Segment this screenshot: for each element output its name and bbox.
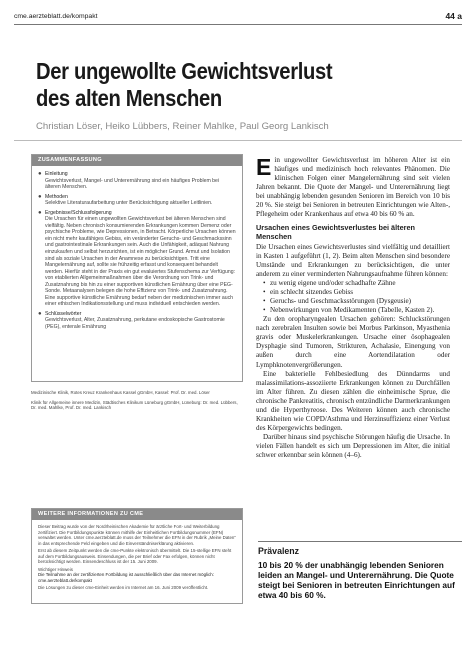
bullet-icon: ● [38, 171, 42, 177]
section-text: Gewichtsverlust, Alter, Zusatznahrung, perkutane endoskopische Gastrostomie (PEG), enterale Ernährung [45, 317, 225, 331]
drop-cap: E [256, 154, 272, 180]
summary-box-heading: ZUSAMMENFASSUNG [32, 155, 242, 166]
summary-section-keywords [38, 311, 236, 331]
summary-box-body [32, 166, 242, 331]
section-title: Methoden [45, 193, 68, 200]
bullet-icon: • [263, 306, 266, 315]
affiliation-lueneburg: Klinik für Allgemeine innere Medizin, Städtisches Klinikum Lüneburg gGmbH, Lüneburg: Dr. med. Lübbers, Dr. med. Mahlke, Prof. Dr. med. Lankisch [31, 399, 238, 411]
section-title: Schlüsselwörter [45, 310, 82, 317]
title-line-1: Der ungewollte Gewichtsverlust [36, 58, 333, 84]
article-authors: Christian Löser, Heiko Lübbers, Reiner Mahlke, Paul Georg Lankisch [36, 121, 329, 132]
title-divider [14, 140, 462, 141]
bullet-icon: ● [38, 193, 42, 200]
list-item: • ein schlecht sitzendes Gebiss [263, 288, 354, 297]
section-text: Die Ursachen für einen ungewollten Gewichtsverlust bei älteren Menschen sind vielfältig. Neben chronisch konsumierenden Erkrankungen kommen Demenz oder psychische Probleme, wie Depressionen, in Betracht. Körperliche Ursachen können ein nicht mehr kaufähiges Gebiss, ein veränderter Geruchs- und Geschmackssinn und gastrointestinale Erkrankungen sein. Auch die Unfähigkeit, adäquat Nahrung einzukaufen und selbst herzurichten, ist ein möglicher Grund. Armut und Isolation sind als soziale Ursachen in der Anamnese zu berücksichtigen. Tritt eine Mangelernährung auf, sollte sie frühzeitig erfasst und konsequent behandelt werden. Hierfür steht in der Praxis ein gut evaluiertes Stufenschema zur Verfügung: von etablierten Allgemeinmaßnahmen über die Verordnung von Trink- und Zusatznahrung bis hin zu einer supportiven künstlichen Ernährung über eine PEG-Sonde. Metaanalysen belegen die hohe Effizienz von Trink- und Zusatznahrung. Eine supportive künstliche Ernährung bedarf neben der medizinischen immer auch einer ethischen Indikationsstellung und muss individuell entschieden werden. [45, 216, 236, 308]
body-paragraph: Zu den oropharyngealen Ursachen gehören: Schluckstörungen nach zerebralen Insulten sowie bei Morbus Parkinson, Myasthenia gravis oder Muskelerkrankungen. Ursache einer ösophagealen Dysphagie sind Tumoren, Strikturen, Achalasie, Einengung von außen durch eine Aortendilatation oder Lymphknotenvergrößerungen. [256, 315, 450, 369]
section-title: Ergebnisse/Schlussfolgerung [45, 209, 112, 216]
section-text: Selektive Literaturaufarbeitung unter Berücksichtigung aktueller Leitlinien. [45, 200, 213, 207]
section-heading: Ursachen eines Gewichtsverlustes bei älteren Menschen [256, 223, 415, 242]
cme-info-box [31, 508, 243, 604]
body-paragraph: Eine bakterielle Fehlbesiedlung des Dünndarms und malassimilations-assoziierte Erkrankungen können zu Durchfällen im Alter führen. Zu diesen zählen die einheimische Sprue, die chronische Pankreatitis, chronisch entzündliche Darmerkrankungen und die Hyperthyreose. Des Weiteren können auch chronische Krankheiten wie COPD/Asthma und Herzinsuffizienz einer Verlust des Körpergewichts bedingen. [256, 369, 450, 432]
section-title: Einleitung [45, 171, 68, 177]
page-header [14, 9, 462, 23]
causes-list [263, 279, 450, 315]
summary-section-methods [38, 194, 236, 207]
summary-section-introduction [38, 171, 236, 191]
cme-info-paragraph: Dieser Beitrag wurde von der Nordrheinischen Akademie für ärztliche Fort- und Weiterbildung zertifiziert. Die Fortbildungspunkte können mithilfe der Einheitlichen Fortbildungsnummer (EFN) verwaltet werden. Unter cme.aerzteblatt.de muss der Teilnehmer die EFN in der Rubrik „Meine Daten“ in das entsprechende Feld eingeben und die Einverständniserklärung aktivieren. [38, 524, 236, 546]
bullet-icon: • [263, 297, 266, 306]
prevalence-divider [258, 541, 462, 542]
cme-info-heading: WEITERE INFORMATIONEN ZU CME [32, 509, 242, 520]
cme-info-body [32, 520, 242, 597]
body-paragraph: Darüber hinaus sind psychische Störungen häufig die Ursache. In vielen Fällen handelt es sich um Depressionen im Alter, die initial schwer erkennbar sein können (4–6). [256, 432, 450, 459]
bullet-icon: • [263, 288, 266, 297]
list-item: • Geruchs- und Geschmacksstörungen (Dysgeusie) [263, 297, 411, 306]
affiliation-kassel: Medizinische Klinik, Rotes Kreuz Krankenhaus Kassel gGmbH, Kassel: Prof. Dr. med. Löser [31, 390, 210, 395]
cme-info-notice-label: Wichtiger Hinweis [38, 566, 73, 572]
cme-info-paragraph: Erst ab diesem Zeitpunkt werden die cme-Punkte elektronisch übermittelt. Die 15-stellige EFN steht auf dem Fortbildungsausweis. Einsendungen, die per Brief oder Fax erfolgen, können nicht berücksichtigt werden. Einsendeschluss ist der 15. Juni 2009. [38, 548, 232, 565]
summary-section-results [38, 210, 236, 308]
header-url: cme.aerzteblatt.de/kompakt [14, 12, 98, 20]
bullet-icon: • [263, 279, 266, 288]
body-paragraph: Die Ursachen eines Gewichtsverlustes sind vielfältig und detailliert in Kasten 1 aufgeführt (1, 2). Beim alten Menschen sind besondere Umstände und Erkrankungen zu berücksichtigen, die unter anderem zu einer verminderten Nahrungsaufnahme führen können: [256, 242, 450, 279]
prevalence-title: Prävalenz [258, 546, 300, 556]
header-divider [14, 24, 462, 25]
bullet-icon: ● [38, 310, 42, 317]
prevalence-text: 10 bis 20 % der unabhängig lebenden Senioren leiden an Mangel- und Unterernährung. Die Quote steigt bei Senioren in betreuten Einrichtungen auf etwa 40 bis 60 %. [258, 560, 455, 601]
bullet-icon: ● [38, 209, 42, 216]
article-title [36, 58, 346, 112]
cme-info-paragraph: Die Lösungen zu dieser cme-Einheit werden im Internet am 16. Juni 2009 veröffentlicht. [38, 585, 209, 591]
list-item: • Nebenwirkungen von Medikamenten (Tabelle, Kasten 2). [263, 306, 435, 315]
page-number: 44 a [445, 11, 462, 21]
section-text: Gewichtsverlust, Mangel- und Unterernährung sind ein häufiges Problem bei älteren Menschen. [45, 177, 220, 191]
article-body [256, 156, 450, 460]
intro-paragraph [256, 156, 450, 219]
intro-text: in ungewollter Gewichtsverlust im höheren Alter ist ein häufiges und medizinisch hoch relevantes Phänomen. Die klinischen Folgen einer Mangelernährung sind seit vielen Jahren bekannt. Die Quote der Mangel- und Unterernährung liegt bei unabhängig lebenden gesunden Senioren im Bereich von 10 bis 20 %. Sie steigt bei Senioren in betreuten Einrichtungen wie Alten-, Pflegeheim oder Krankenhaus auf etwa 40 bis 60 % an. [256, 156, 450, 219]
author-affiliations [31, 390, 243, 415]
summary-box [31, 154, 243, 382]
list-item: • zu wenig eigene und/oder schadhafte Zähne [263, 279, 396, 288]
title-line-2: des alten Menschen [36, 85, 222, 111]
cme-info-paragraph: Die Teilnahme an der zertifizierten Fortbildung ist ausschließlich über das Internet möglich: cme.aerzteblatt.de/kompakt [38, 572, 214, 583]
